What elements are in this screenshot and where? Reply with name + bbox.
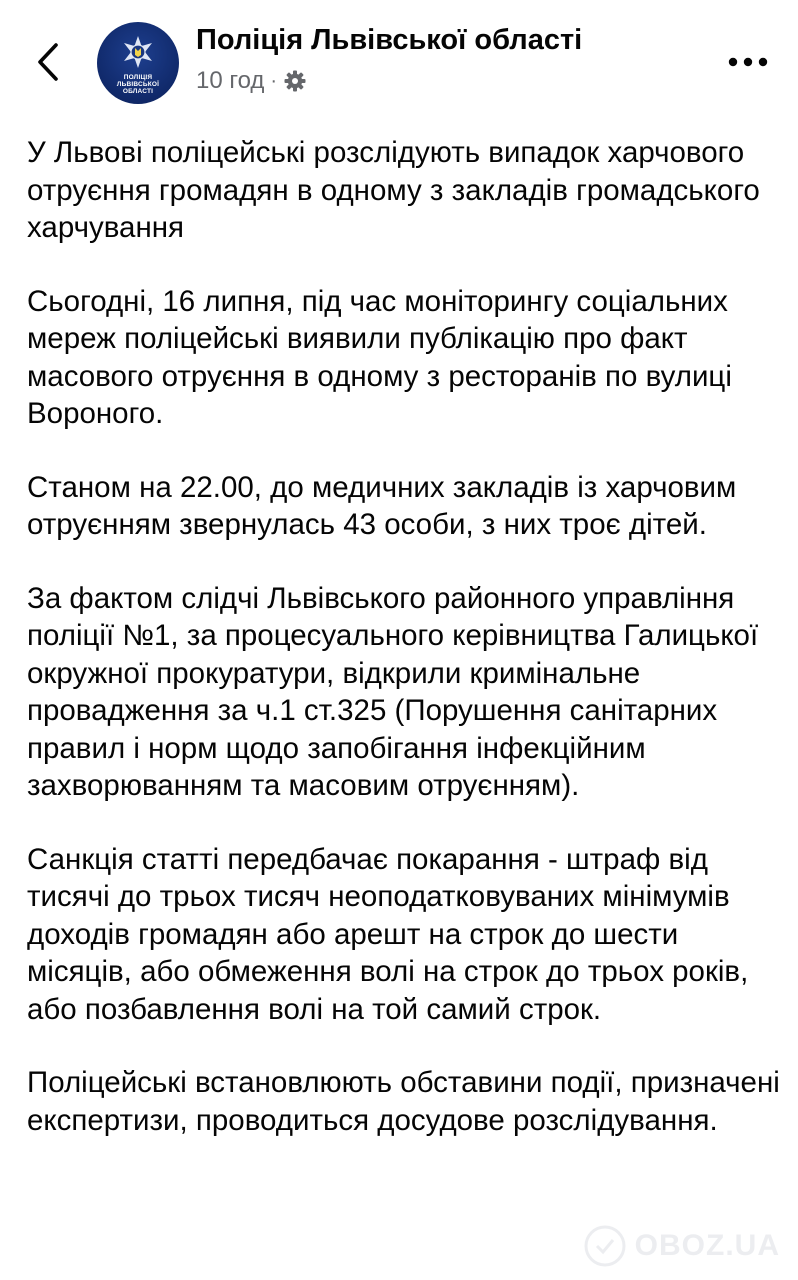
page-name-link[interactable]: Поліція Львівської області (196, 24, 583, 56)
avatar[interactable] (97, 22, 179, 104)
post-meta (196, 66, 307, 96)
post-paragraph: Станом на 22.00, до медичних закладів із харчовим отруєнням звернулась 43 особи, з них троє дітей. (27, 470, 737, 541)
more-horizontal-icon (728, 57, 768, 67)
post-paragraph: Сьогодні, 16 липня, під час моніторингу соціальних мереж поліцейські виявили публікацію про факт масового отруєння в одному з ресторанів по вулиці Вороного. (27, 284, 732, 430)
watermark-logo-icon (583, 1224, 627, 1268)
post-time[interactable]: 10 год (196, 67, 265, 94)
avatar-label: ПОЛІЦІЯ ЛЬВІВСЬКОЇ ОБЛАСТІ (116, 74, 160, 95)
chevron-left-icon (35, 42, 61, 82)
post-paragraph: Поліцейські встановлюють обставини події, призначені експертизи, проводиться досудове розслідування. (27, 1066, 780, 1137)
post-body (27, 134, 787, 1175)
meta-separator: · (270, 69, 278, 92)
post-header (0, 0, 798, 120)
gear-icon[interactable] (283, 69, 307, 93)
watermark-text: OBOZ.UA (634, 1229, 780, 1262)
post-paragraph: Санкція статті передбачає покарання - штраф від тисячі до трьох тисяч неоподатковуваних мінімумів доходів громадян або арешт на строк до шести місяців, або обмеження волі на строк до трьох років, або позбавлення волі на той самий строк. (27, 842, 749, 1026)
post-paragraph: За фактом слідчі Львівського районного управління поліції №1, за процесуального керівництва Галицької окружної прокуратури, відкрили кримінальне провадження за ч.1 ст.325 (Порушення санітарних правил і норм щодо запобігання інфекційним захворюванням та масовим отруєнням). (27, 581, 759, 802)
post-paragraph: У Львові поліцейські розслідують випадок харчового отруєння громадян в одному з закладів громадського харчування (27, 136, 760, 244)
watermark (583, 1224, 780, 1268)
back-button[interactable] (24, 38, 72, 86)
more-options-button[interactable] (724, 44, 772, 80)
